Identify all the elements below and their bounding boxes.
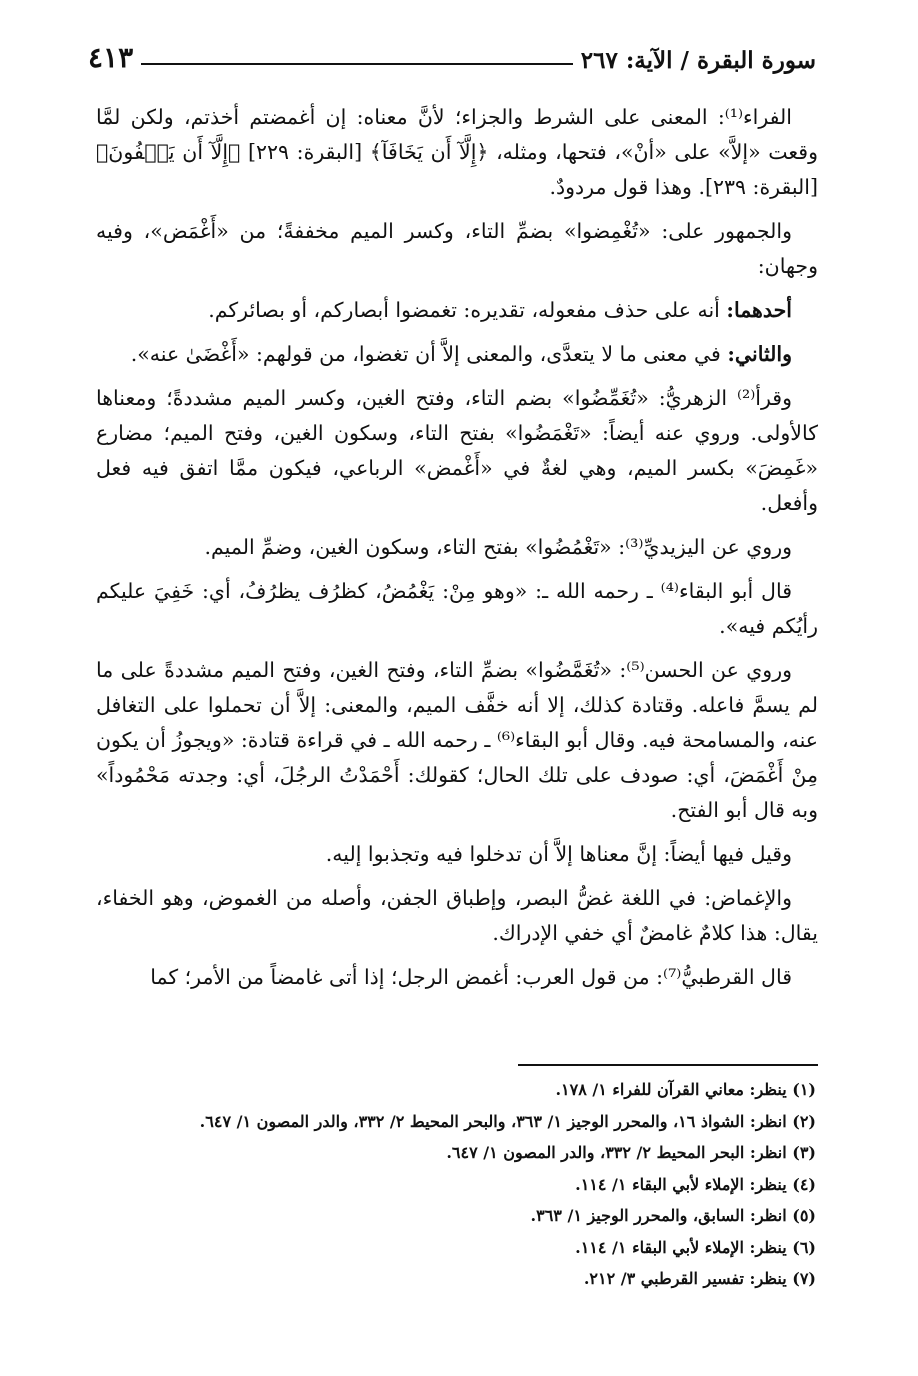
footnote: (٦) ينظر: الإملاء لأبي البقاء ١/ ١١٤. <box>575 1237 816 1257</box>
footnote: (٢) انظر: الشواذ ١٦، والمحرر الوجيز ١/ ٣٦٣، والبحر المحيط ٢/ ٣٣٢، والدر المصون ١/ ٦٤٧. <box>199 1111 816 1131</box>
main-text <box>96 100 818 1004</box>
paragraph: وروي عن الحسن⁽⁵⁾: «تُغَمَّضُوا» بضمِّ التاء، وفتح الغين، وفتح الميم مشددةً على ما لم يسمَّ فاعله. وقتادة كذلك، إلا أنه خفَّف الميم، والمعنى: إلاَّ أن تحملوا على التغافل عنه، والمسامحة فيه. وقال أبو البقاء⁽⁶⁾ ـ رحمه الله ـ في قراءة قتادة: «ويجوزُ أن يكون مِنْ أَغْمَضَ، أي: صودف على تلك الحال؛ كقولك: أَحْمَدْتُ الرجُلَ، أي: وجدته مَحْمُوداً» وبه قال أبو الفتح. <box>96 658 818 822</box>
footnote: (٣) انظر: البحر المحيط ٢/ ٣٣٢، والدر المصون ١/ ٦٤٧. <box>446 1143 816 1162</box>
page-number: ٤١٣ <box>88 41 134 74</box>
paragraph-label: أحدهما: <box>726 298 792 322</box>
paragraph: والإغماض: في اللغة غضُّ البصر، وإطباق الجفن، وأصله من الغموض، وهو الخفاء، يقال: هذا كلامٌ غامضٌ أي خفي الإدراك. <box>96 886 818 945</box>
footnote-separator <box>518 1064 818 1066</box>
footnote: (٤) ينظر: الإملاء لأبي البقاء ١/ ١١٤. <box>575 1174 816 1194</box>
footnote: (٥) انظر: السابق، والمحرر الوجيز ١/ ٣٦٣. <box>530 1206 816 1225</box>
footnotes <box>100 1074 816 1295</box>
paragraph: والجمهور على: «تُغْمِضوا» بضمِّ التاء، وكسر الميم مخففةً؛ من «أَغْمَض»، وفيه وجهان: <box>96 219 818 278</box>
paragraph: قال القرطبيُّ⁽⁷⁾: من قول العرب: أغمض الرجل؛ إذا أتى غامضاً من الأمر؛ كما <box>150 965 792 989</box>
paragraph: وقيل فيها أيضاً: إنَّ معناها إلاَّ أن تدخلوا فيه وتجذبوا إليه. <box>325 842 792 866</box>
header-rule <box>141 63 573 65</box>
paragraph-text: في معنى ما لا يتعدَّى، والمعنى إلاَّ أن تغضوا، من قولهم: «أَغْضَىٰ عنه». <box>130 342 728 366</box>
running-header <box>88 30 816 74</box>
paragraph-label: والثاني: <box>727 342 792 366</box>
paragraph-second-reading <box>96 337 818 372</box>
paragraph: قال أبو البقاء⁽⁴⁾ ـ رحمه الله ـ: «وهو مِنْ: يَغْمُضُ، كظرُف يظرُفُ، أي: خَفِيَ عليكم رأيُكم فيه». <box>96 579 818 638</box>
paragraph-first-reading <box>96 293 818 328</box>
footnote: (٧) ينظر: تفسير القرطبي ٣/ ٢١٢. <box>583 1269 816 1288</box>
paragraph: وقرأ⁽²⁾ الزهريُّ: «تُغَمِّضُوا» بضم التاء، وفتح الغين، وكسر الميم مشددةً؛ ومعناها كالأولى. وروي عنه أيضاً: «تَغْمَضُوا» بفتح التاء، وسكون الغين، وفتح الميم؛ مضارع «غَمِضَ» بكسر الميم، وهي لغةٌ في «أَغْمض» الرباعي، فيكون ممَّا اتفق فيه فعل وأفعل. <box>96 386 818 515</box>
surah-verse-label: سورة البقرة / الآية: ٢٦٧ <box>580 47 816 74</box>
paragraph: الفراء⁽¹⁾: المعنى على الشرط والجزاء؛ لأنَّ معناه: إن أغمضتم أخذتم، ولكن لمَّا وقعت «إلاَّ» على «أنْ»، فتحها، ومثله، ﴿إِلَّآ أَن يَخَافَآ﴾ [البقرة: ٢٢٩] ﴿إِلَّآ أَن يَعۡفُونَ﴾ [البقرة: ٢٣٩]. وهذا قول مردودٌ. <box>96 105 818 199</box>
paragraph: وروي عن اليزيديِّ⁽³⁾: «تَغْمُضُوا» بفتح التاء، وسكون الغين، وضمِّ الميم. <box>204 535 792 559</box>
footnote: (١) ينظر: معاني القرآن للفراء ١/ ١٧٨. <box>555 1080 816 1099</box>
paragraph-text: أنه على حذف مفعوله، تقديره: تغمضوا أبصاركم، أو بصائركم. <box>208 298 727 322</box>
